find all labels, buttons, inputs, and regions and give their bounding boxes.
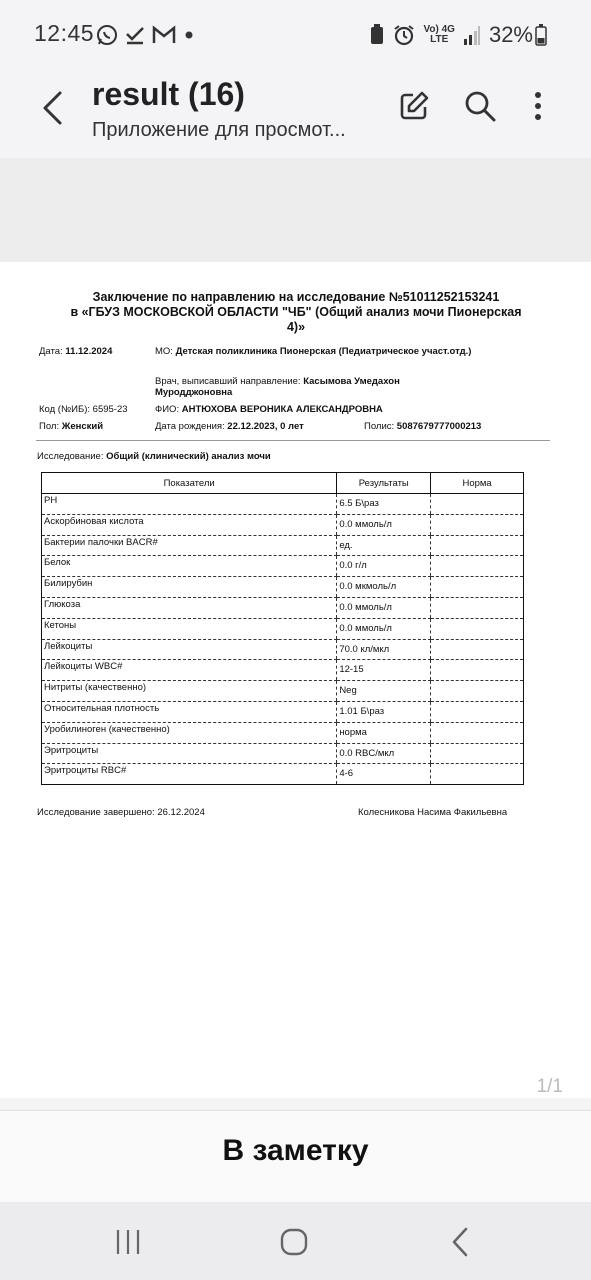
search-icon <box>464 90 496 122</box>
status-time: 12:45 <box>34 20 95 46</box>
table-row <box>42 577 524 598</box>
indicator-cell: Эритроциты RBC# <box>42 764 337 785</box>
norm-cell <box>431 660 524 681</box>
code-field <box>39 404 128 415</box>
date-label: Дата: <box>39 346 63 357</box>
column-header: Результаты <box>337 473 431 494</box>
more-options-button[interactable] <box>520 88 556 124</box>
check-done-icon <box>124 24 146 46</box>
mo-field <box>155 346 485 357</box>
document-page[interactable] <box>0 262 591 1098</box>
norm-cell <box>431 743 524 764</box>
signer-name: Колесникова Насима Факильевна <box>358 807 508 818</box>
table-row <box>42 681 524 702</box>
sex-field <box>39 421 103 432</box>
home-button[interactable] <box>274 1222 314 1262</box>
result-cell: норма <box>337 722 431 743</box>
indicator-cell: Аскорбиновая кислота <box>42 514 337 535</box>
fio-field <box>155 404 383 415</box>
divider <box>36 440 550 441</box>
sex-value: Женский <box>61 421 104 432</box>
norm-cell <box>431 535 524 556</box>
study-value: Общий (клинический) анализ мочи <box>106 451 271 462</box>
date-value: 11.12.2024 <box>65 346 113 357</box>
code-value: 6595-23 <box>92 404 128 415</box>
sex-label: Пол: <box>39 421 60 432</box>
home-icon <box>280 1228 308 1256</box>
gmail-icon <box>152 25 176 45</box>
indicator-cell: Билирубин <box>42 577 337 598</box>
column-header: Норма <box>431 473 524 494</box>
table-row <box>42 618 524 639</box>
column-header: Показатели <box>42 473 337 494</box>
result-cell: 4-6 <box>337 764 431 785</box>
system-nav-bar <box>0 1202 591 1280</box>
indicator-cell: Бактерии палочки BACR# <box>42 535 337 556</box>
battery-percent: 32% <box>488 22 533 47</box>
add-to-note-button[interactable]: В заметку <box>222 1134 369 1167</box>
indicator-cell: Уробилиноген (качественно) <box>42 722 337 743</box>
table-row <box>42 639 524 660</box>
indicator-cell: Эритроциты <box>42 743 337 764</box>
system-icons <box>369 22 547 48</box>
result-cell: 1.01 Б\раз <box>337 701 431 722</box>
indicator-cell: Лейкоциты <box>42 639 337 660</box>
report-title-line1: Заключение по направлению на исследование №51011252153241 <box>92 290 500 304</box>
indicator-cell: Глюкоза <box>42 597 337 618</box>
table-row <box>42 743 524 764</box>
results-table <box>41 472 524 785</box>
result-cell: 0.0 ммоль/л <box>337 618 431 639</box>
recent-apps-button[interactable] <box>108 1222 148 1262</box>
table-row <box>42 494 524 515</box>
indicator-cell: Относительная плотность <box>42 701 337 722</box>
network-type <box>423 25 454 45</box>
norm-cell <box>431 577 524 598</box>
dot-icon <box>182 28 196 42</box>
indicator-cell: Нитриты (качественно) <box>42 681 337 702</box>
norm-cell <box>431 722 524 743</box>
search-button[interactable] <box>462 88 498 124</box>
doctor-label: Врач, выписавший направление: <box>155 376 301 387</box>
norm-cell <box>431 556 524 577</box>
fio-value: АНТЮХОВА ВЕРОНИКА АЛЕКСАНДРОВНА <box>181 404 383 415</box>
completed-date: Исследование завершено: 26.12.2024 <box>37 807 205 818</box>
status-bar <box>0 0 591 68</box>
fio-label: ФИО: <box>155 404 180 415</box>
date-field <box>39 346 112 357</box>
result-cell: 12-15 <box>337 660 431 681</box>
edit-icon <box>398 90 430 122</box>
page-indicator: 1/1 <box>536 1076 563 1097</box>
indicator-cell: Кетоны <box>42 618 337 639</box>
result-cell: 0.0 мкмоль/л <box>337 577 431 598</box>
table-row <box>42 701 524 722</box>
app-bar <box>0 68 591 158</box>
dob-field <box>155 421 304 432</box>
norm-cell <box>431 597 524 618</box>
study-label: Исследование: <box>37 451 104 462</box>
result-cell: 70.0 кл/мкл <box>337 639 431 660</box>
mo-label: МО: <box>155 346 173 357</box>
viewer-background <box>0 158 591 262</box>
norm-cell <box>431 514 524 535</box>
doctor-field <box>155 376 455 398</box>
result-cell: 0.0 RBC/мкл <box>337 743 431 764</box>
back-arrow-icon <box>41 91 63 125</box>
edit-button[interactable] <box>396 88 432 124</box>
nav-back-button[interactable] <box>440 1222 480 1262</box>
report-title-line2: в «ГБУЗ МОСКОВСКОЙ ОБЛАСТИ "ЧБ" (Общий анализ мочи Пионерская <box>70 305 522 319</box>
mo-value: Детская поликлиника Пионерская (Педиатрическое участ.отд.) <box>175 346 472 357</box>
dob-label: Дата рождения: <box>155 421 225 432</box>
table-row <box>42 722 524 743</box>
table-row <box>42 660 524 681</box>
document-subtitle: Приложение для просмот... <box>92 119 346 141</box>
whatsapp-icon <box>96 24 118 46</box>
table-row <box>42 764 524 785</box>
document-title: result (16) <box>92 76 245 112</box>
norm-cell <box>431 681 524 702</box>
indicator-cell: Белок <box>42 556 337 577</box>
indicator-cell: PH <box>42 494 337 515</box>
notification-icons <box>96 22 196 48</box>
more-vert-icon <box>534 91 542 121</box>
network-type-top: Vo) 4G <box>423 24 455 35</box>
norm-cell <box>431 618 524 639</box>
result-cell: 0.0 г/л <box>337 556 431 577</box>
policy-value: 5087679777000213 <box>396 421 482 432</box>
battery-saver-icon <box>369 24 385 46</box>
alarm-icon <box>393 24 415 46</box>
policy-field <box>364 421 481 432</box>
back-button[interactable] <box>34 86 70 130</box>
result-cell: ед. <box>337 535 431 556</box>
result-cell: Neg <box>337 681 431 702</box>
policy-label: Полис: <box>364 421 395 432</box>
signal-icon <box>463 25 481 45</box>
report-title <box>36 290 556 335</box>
recents-icon <box>114 1229 142 1255</box>
nav-back-icon <box>451 1227 469 1257</box>
table-row <box>42 597 524 618</box>
code-label: Код (№ИБ): <box>39 404 91 415</box>
result-cell: 0.0 ммоль/л <box>337 514 431 535</box>
result-cell: 0.0 ммоль/л <box>337 597 431 618</box>
norm-cell <box>431 639 524 660</box>
indicator-cell: Лейкоциты WBC# <box>42 660 337 681</box>
battery-icon <box>535 24 547 46</box>
table-header-row <box>42 473 524 494</box>
report-title-line3: 4)» <box>286 320 306 334</box>
doctor-value: Касымова Умедахон Муродджоновна <box>155 376 400 398</box>
table-row <box>42 556 524 577</box>
table-row <box>42 514 524 535</box>
norm-cell <box>431 701 524 722</box>
dob-value: 22.12.2023, 0 лет <box>227 421 304 432</box>
bottom-action-panel <box>0 1110 591 1202</box>
norm-cell <box>431 764 524 785</box>
table-row <box>42 535 524 556</box>
norm-cell <box>431 494 524 515</box>
result-cell: 6.5 Б\раз <box>337 494 431 515</box>
network-type-bottom: LTE <box>430 34 449 45</box>
study-field <box>37 451 271 462</box>
